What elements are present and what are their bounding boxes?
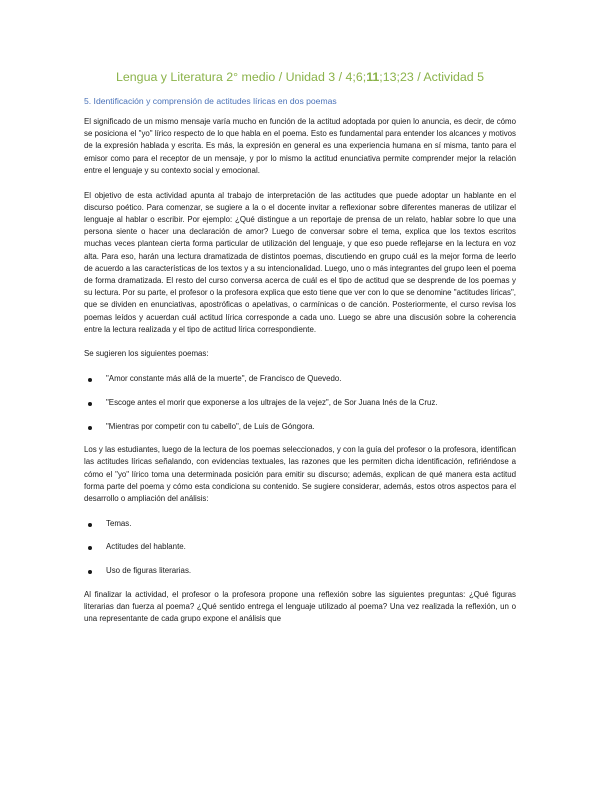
paragraph-final: Al finalizar la actividad, el profesor o la profesora propone una reflexión sobre las siguientes preguntas: ¿Qué figuras literarias dan fuerza al poema? ¿Qué sentido entrega el lenguaje utilizado al poema? Una vez realizada la reflexión, un o una representante de cada grupo expone el análisis que	[84, 589, 516, 624]
list-item: Actitudes del hablante.	[84, 541, 516, 553]
paragraph-poems-intro: Se sugieren los siguientes poemas:	[84, 349, 209, 359]
section-heading: 5. Identificación y comprensión de actitudes líricas en dos poemas	[84, 96, 337, 106]
paragraph-objective: El objetivo de esta actividad apunta al trabajo de interpretación de las actitudes que puede adoptar un hablante en el discurso poético. Para comenzar, se sugiere a la o el docente invitar a reflexionar sobre diferentes maneras de utilizar el lenguaje al hablar o escribir. Por ejemplo: ¿Qué distingue a un reportaje de prensa de un relato, hablar sobre lo que una persona siente o hacer una declaración de amor? Luego de conversar sobre el tema, explica que los textos escritos muchas veces plantean cierta forma particular de utilización del lenguaje, y que eso puede reflejarse en la lectura en voz alta. Para eso, harán una lectura dramatizada de distintos poemas, discutiendo en grupo cuál es la mejor forma de leerlo de acuerdo a las características de los textos y a su intencionalidad. Luego, uno o más integrantes del grupo leen el poema de forma dramatizada. El resto del curso conversa acerca de cuál es el tipo de actitud que se desprende de los poemas y su lectura. Por su parte, el profesor o la profesora explica que esto tiene que ver con lo que se denomine "actitudes líricas", que se dividen en enunciativas, apostróficas o apelativas, o carmínicas o de canción. Posteriormente, el curso revisa los poemas leídos y acuerdan cuál actitud lírica corresponde a cada uno. Luego se abre una discusión sobre la coherencia entre la lectura realizada y el tipo de actitud lírica correspondiente.	[84, 190, 516, 334]
paragraph-analysis: Los y las estudiantes, luego de la lectura de los poemas seleccionados, y con la guía del profesor o la profesora, identifican las actitudes líricas señalando, con evidencias textuales, las razones que les permiten dicha identificación, refiriéndose a cómo el "yo" lírico toma una determinada posición para emitir su discurso; además, explican de qué manera esta actitud forma parte del poema y cómo esta condiciona su contenido. Se sugiere considerar, además, estos otros aspectos para el desarrollo o ampliación del análisis:	[84, 445, 516, 504]
bullet-icon	[88, 523, 92, 527]
bullet-icon	[88, 570, 92, 574]
list-item: Uso de figuras literarias.	[84, 565, 516, 577]
list-item: "Mientras por competir con tu cabello", de Luis de Góngora.	[84, 421, 516, 433]
list-item: Temas.	[84, 518, 516, 530]
title-bold-part: 11	[366, 70, 380, 84]
bullet-icon	[88, 402, 92, 406]
page-title	[84, 70, 516, 84]
title-suffix: ;13;23 / Actividad 5	[379, 70, 484, 84]
list-item: "Escoge antes el morir que exponerse a los ultrajes de la vejez", de Sor Juana Inés de la Cruz.	[84, 397, 516, 409]
poems-list	[84, 373, 516, 433]
bullet-icon	[88, 426, 92, 430]
list-item: "Amor constante más allá de la muerte", de Francisco de Quevedo.	[84, 373, 516, 385]
aspects-list	[84, 518, 516, 578]
paragraph-intro: El significado de un mismo mensaje varía mucho en función de la actitud adoptada por quien lo anuncia, es decir, de cómo se posiciona el "yo" lírico respecto de lo que habla en el poema. Esto es fundamental para entender los alcances y motivos de la expresión hablada y escrita. Es más, la expresión en general es una experiencia humana en sí misma, tanto para el emisor como para el receptor de un mensaje, y por lo mismo la actitud enunciativa permite comprender mejor la relación entre el lenguaje y su contexto social y emocional.	[84, 117, 516, 175]
bullet-icon	[88, 378, 92, 382]
title-prefix: Lengua y Literatura 2° medio / Unidad 3 / 4;6;	[116, 70, 367, 84]
bullet-icon	[88, 546, 92, 550]
